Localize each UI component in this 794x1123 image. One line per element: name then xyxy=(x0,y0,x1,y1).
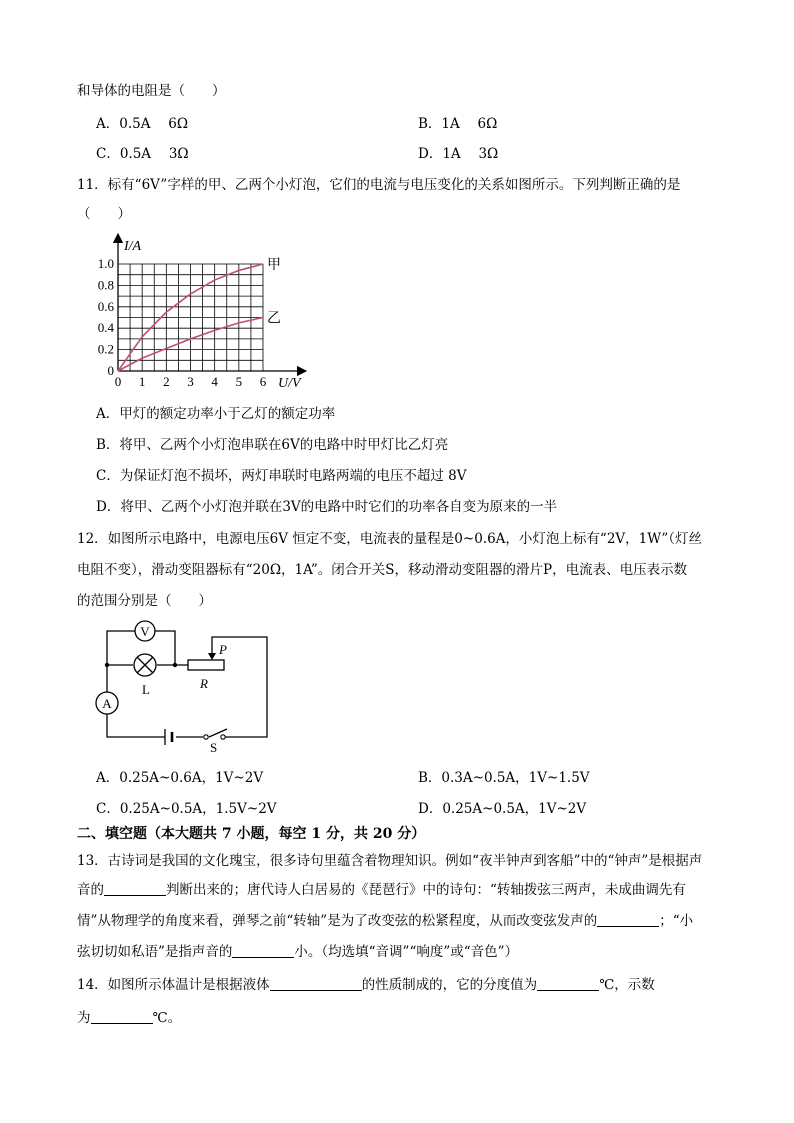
q10-stem: 和导体的电阻是（ ） xyxy=(77,83,226,99)
q11-option-c: C．为保证灯泡不损坏，两灯串联时电路两端的电压不超过 8V xyxy=(96,468,467,484)
x-axis-label: U/V xyxy=(278,376,301,391)
q12-option-b: B．0.3A~0.5A，1V~1.5V xyxy=(418,770,590,786)
q12-option-c: C．0.25A~0.5A，1.5V~2V xyxy=(96,801,277,817)
answer-blank[interactable] xyxy=(597,912,659,927)
y-axis-label: I/A xyxy=(124,239,142,254)
y-tick-label: 0.2 xyxy=(97,341,114,357)
q14-line1: 14．如图所示体温计是根据液体 的性质制成的，它的分度值为 ℃，示数 xyxy=(77,977,655,993)
q10-option-d: D．1A 3Ω xyxy=(418,146,499,162)
y-tick-label: 0 xyxy=(107,363,114,378)
q12-stem-line2: 电阻不变），滑动变阻器标有“20Ω，1A”。闭合开关S，移动滑动变阻器的滑片P，电流表、电压表示数 xyxy=(77,562,688,578)
q12-stem-line1: 12．如图所示电路中，电源电压6V 恒定不变，电流表的量程是0~0.6A，小灯泡上标有“2V，1W”（灯丝 xyxy=(77,531,703,547)
x-tick-label: 1 xyxy=(138,374,146,389)
q10-option-c: C．0.5A 3Ω xyxy=(96,146,189,162)
lamp-symbol xyxy=(134,654,156,697)
q13-line3: 情”从物理学的角度来看，弹琴之前“转轴”是为了改变弦的松紧程度，从而改变弦发声的 ；“小 xyxy=(77,913,694,929)
ammeter-symbol xyxy=(96,692,118,714)
answer-blank[interactable] xyxy=(91,1009,153,1024)
q13-line1: 13．古诗词是我国的文化瑰宝，很多诗句里蕴含着物理知识。例如“夜半钟声到客船”中的“钟声”是根据声 xyxy=(77,853,703,869)
x-tick-label: 3 xyxy=(187,374,194,389)
voltmeter-symbol xyxy=(135,621,155,641)
svg-text:A: A xyxy=(102,696,112,711)
x-tick-label: 2 xyxy=(163,374,170,389)
q11-option-d: D．将甲、乙两个小灯泡并联在3V的电路中时它们的功率各自变为原来的一半 xyxy=(96,499,558,515)
q13-line2: 音的 判断出来的；唐代诗人白居易的《琵琶行》中的诗句：“转轴拨弦三两声，未成曲调先有 xyxy=(77,882,686,898)
series-label: 乙 xyxy=(267,311,281,327)
q11-option-b: B．将甲、乙两个小灯泡串联在6V的电路中时甲灯比乙灯亮 xyxy=(96,437,449,453)
rheostat-label: R xyxy=(200,676,208,691)
y-tick-label: 0.4 xyxy=(97,320,114,336)
switch-label: S xyxy=(210,740,218,755)
q10-option-a: A．0.5A 6Ω xyxy=(96,116,189,132)
circuit-diagram xyxy=(85,615,285,755)
q10-option-b: B．1A 6Ω xyxy=(418,116,498,132)
q13-line4: 弦切切如私语”是指声音的 小。（均选填“音调”“响度”或“音色”） xyxy=(77,944,519,960)
x-tick-label: 4 xyxy=(211,374,218,389)
section-title: 二、填空题（本大题共 7 小题，每空 1 分，共 20 分） xyxy=(77,826,426,842)
q11-stem-line1: 11．标有“6V”字样的甲、乙两个小灯泡，它们的电流与电压变化的关系如图所示。下列判断正确的是 xyxy=(77,177,681,193)
answer-blank[interactable] xyxy=(104,881,166,896)
x-tick-label: 5 xyxy=(235,374,243,389)
q12-stem-line3: 的范围分别是（ ） xyxy=(77,593,212,609)
q12-option-d: D．0.25A~0.5A，1V~2V xyxy=(418,801,587,817)
x-tick-label: 0 xyxy=(114,374,122,389)
series-label: 甲 xyxy=(267,258,281,273)
iu-graph xyxy=(80,232,320,392)
q11-stem-line2: （ ） xyxy=(77,206,131,222)
y-tick-label: 1.0 xyxy=(97,256,114,271)
svg-text:L: L xyxy=(142,682,150,697)
answer-blank[interactable] xyxy=(537,976,599,991)
slider-label: P xyxy=(219,642,227,657)
q14-line2: 为 ℃。 xyxy=(77,1010,182,1026)
q11-option-a: A．甲灯的额定功率小于乙灯的额定功率 xyxy=(96,406,336,422)
answer-blank[interactable] xyxy=(232,943,294,958)
q12-option-a: A．0.25A~0.6A，1V~2V xyxy=(96,770,264,786)
answer-blank[interactable] xyxy=(270,976,362,991)
svg-text:V: V xyxy=(140,624,150,639)
x-tick-label: 6 xyxy=(259,374,267,389)
y-tick-label: 0.6 xyxy=(97,298,114,314)
y-tick-label: 0.8 xyxy=(97,277,114,293)
